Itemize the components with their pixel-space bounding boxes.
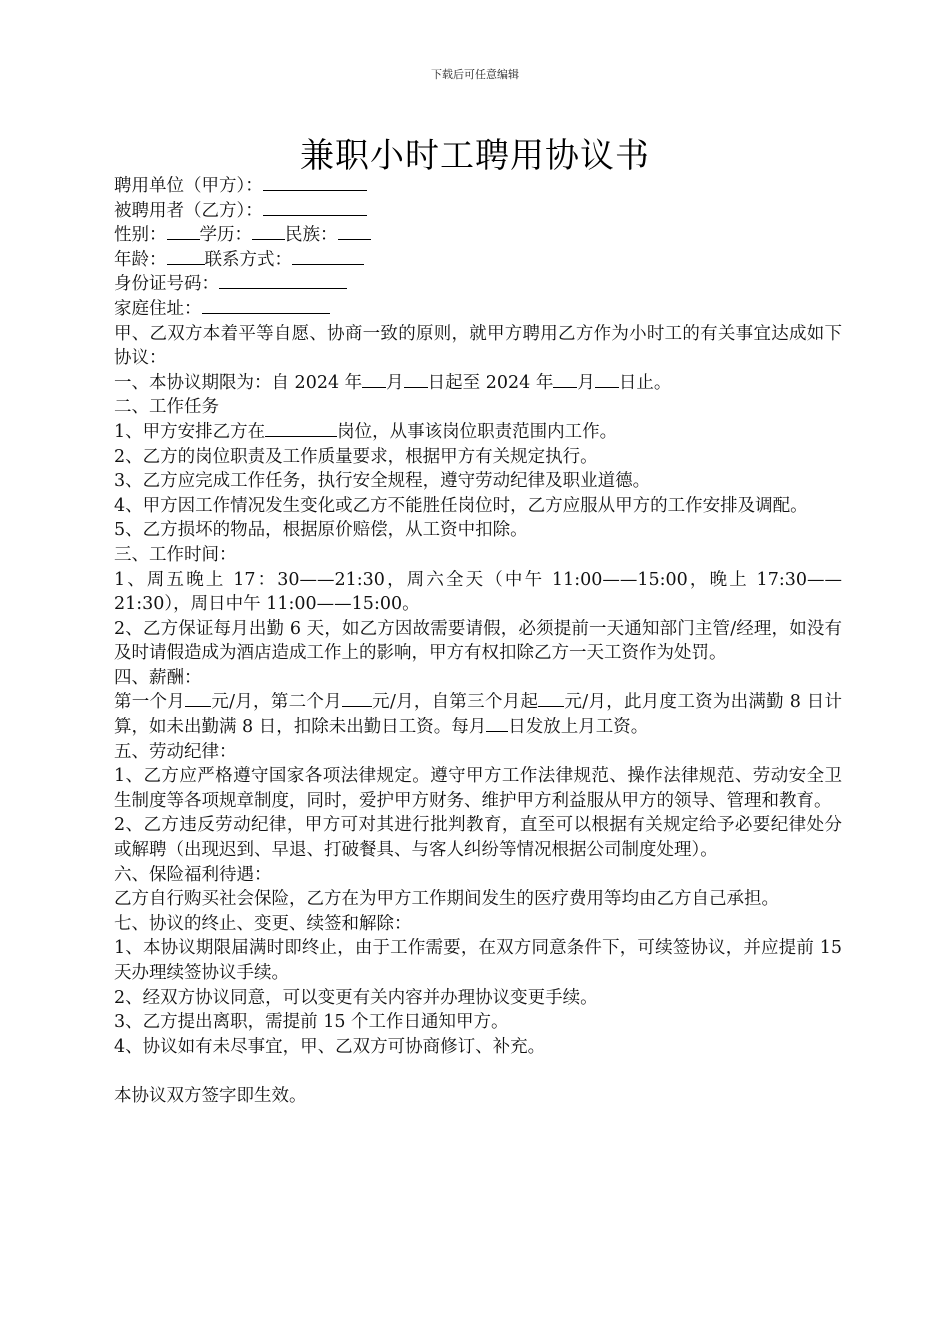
document-body xyxy=(114,174,842,1109)
blank-education[interactable] xyxy=(252,225,285,240)
blank-contact[interactable] xyxy=(292,250,364,265)
section-1-term: 一、本协议期限为：自 2024 年 月 日起至 2024 年 月 日止。 xyxy=(114,372,672,393)
blank-position[interactable] xyxy=(265,422,337,437)
blank-ethnicity[interactable] xyxy=(338,225,371,240)
section-3-heading: 三、工作时间： xyxy=(114,544,237,565)
field-id-number: 身份证号码： xyxy=(114,272,842,297)
blank-gender[interactable] xyxy=(167,225,200,240)
section-6-heading: 六、保险福利待遇： xyxy=(114,864,272,885)
blank-age[interactable] xyxy=(167,250,205,265)
field-gender-education-ethnicity: 性别： 学历： 民族： xyxy=(114,223,842,248)
section-7-item-1: 1、本协议期限届满时即终止，由于工作需要，在双方同意条件下，可续签协议，并应提前 15 天办理续签协议手续。 xyxy=(114,938,842,983)
section-3-item-2: 2、乙方保证每月出勤 6 天，如乙方因故需要请假，必须提前一天通知部门主管/经理，如没有及时请假造成为酒店造成工作上的影响，甲方有权扣除乙方一天工资作为处罚。 xyxy=(114,618,842,664)
field-employee: 被聘用者（乙方）： xyxy=(114,199,842,224)
blank-start-day[interactable] xyxy=(404,373,428,388)
intro-paragraph: 甲、乙双方本着平等自愿、协商一致的原则，就甲方聘用乙方作为小时工的有关事宜达成如下协议： xyxy=(114,323,842,369)
section-4-salary: 第一个月 元/月，第二个月 元/月，自第三个月起 元/月，此月度工资为出满勤 8 日计算，如未出勤满 8 日，扣除未出勤日工资。每月 日发放上月工资。 xyxy=(114,692,842,738)
blank-address[interactable] xyxy=(202,299,330,314)
section-2-heading: 二、工作任务 xyxy=(114,397,219,418)
field-address: 家庭住址： xyxy=(114,297,842,322)
section-4-heading: 四、薪酬： xyxy=(114,667,202,688)
section-5-item-2: 2、乙方违反劳动纪律，甲方可对其进行批判教育，直至可以根据有关规定给予必要纪律处分或解聘（出现迟到、早退、打破餐具、与客人纠纷等情况根据公司制度处理）。 xyxy=(114,815,842,861)
field-employer: 聘用单位（甲方）： xyxy=(114,174,842,199)
blank-salary-month-3[interactable] xyxy=(538,692,564,707)
blank-end-month[interactable] xyxy=(553,373,577,388)
section-2-item-5: 5、乙方损坏的物品，根据原价赔偿，从工资中扣除。 xyxy=(114,520,528,541)
section-7-item-2: 2、经双方协议同意，可以变更有关内容并办理协议变更手续。 xyxy=(114,987,598,1008)
blank-line xyxy=(114,1059,842,1084)
blank-id-number[interactable] xyxy=(219,274,347,289)
blank-start-month[interactable] xyxy=(362,373,386,388)
blank-employee[interactable] xyxy=(263,201,367,216)
section-7-item-3: 3、乙方提出离职，需提前 15 个工作日通知甲方。 xyxy=(114,1012,509,1033)
blank-salary-month-2[interactable] xyxy=(342,692,372,707)
section-3-item-1: 1、周五晚上 17：30——21:30，周六全天（中午 11:00——15:00，晚上 17:30——21:30），周日中午 11:00——15:00。 xyxy=(114,569,842,615)
section-5-item-1: 1、乙方应严格遵守国家各项法律规定。遵守甲方工作法律规范、操作法律规范、劳动安全卫生制度等各项规章制度，同时，爱护甲方财务、维护甲方利益服从甲方的领导、管理和教育。 xyxy=(114,766,842,811)
blank-pay-day[interactable] xyxy=(486,717,508,732)
section-2-item-2: 2、乙方的岗位职责及工作质量要求，根据甲方有关规定执行。 xyxy=(114,446,598,467)
closing-statement: 本协议双方签字即生效。 xyxy=(114,1085,307,1106)
section-2-item-1: 1、甲方安排乙方在 岗位，从事该岗位职责范围内工作。 xyxy=(114,421,618,442)
section-7-item-4: 4、协议如有未尽事宜，甲、乙双方可协商修订、补充。 xyxy=(114,1036,546,1057)
section-5-heading: 五、劳动纪律： xyxy=(114,741,237,762)
field-age-contact: 年龄： 联系方式： xyxy=(114,248,842,273)
blank-end-day[interactable] xyxy=(595,373,619,388)
blank-salary-month-1[interactable] xyxy=(185,692,211,707)
blank-employer[interactable] xyxy=(263,176,367,191)
section-6-text: 乙方自行购买社会保险，乙方在为甲方工作期间发生的医疗费用等均由乙方自己承担。 xyxy=(114,889,779,910)
section-7-heading: 七、协议的终止、变更、续签和解除： xyxy=(114,913,412,934)
section-2-item-4: 4、甲方因工作情况发生变化或乙方不能胜任岗位时，乙方应服从甲方的工作安排及调配。 xyxy=(114,495,808,516)
section-2-item-3: 3、乙方应完成工作任务，执行安全规程，遵守劳动纪律及职业道德。 xyxy=(114,471,651,492)
document-title: 兼职小时工聘用协议书 xyxy=(300,136,650,176)
header-note: 下载后可任意编辑 xyxy=(431,68,519,81)
